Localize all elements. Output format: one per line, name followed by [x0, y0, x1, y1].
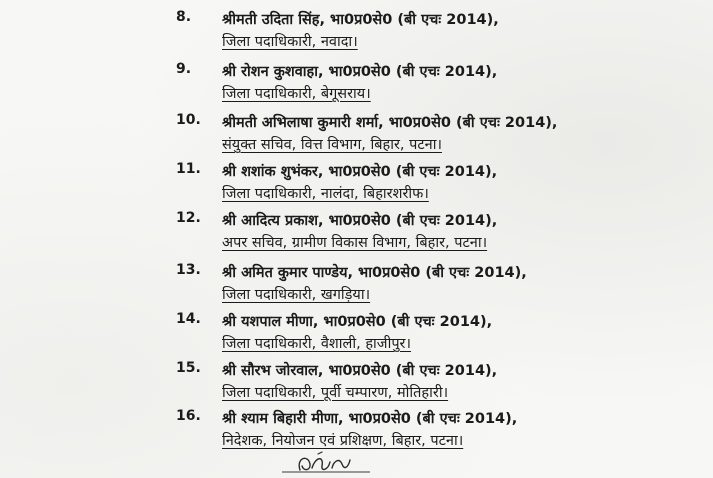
list-item	[0, 360, 713, 410]
officer-name: श्री यशपाल मीणा, भा0प्र0से0 (बी एचः 2014),	[222, 314, 493, 330]
officer-name: श्री सौरभ जोरवाल, भा0प्र0से0 (बी एचः 2014),	[222, 363, 498, 379]
officer-posting: अपर सचिव, ग्रामीण विकास विभाग, बिहार, पटना।	[222, 235, 488, 251]
officer-name: श्री आदित्य प्रकाश, भा0प्र0से0 (बी एचः 2014),	[222, 213, 498, 229]
list-item	[0, 210, 713, 260]
officer-name: श्रीमती उदिता सिंह, भा0प्र0से0 (बी एचः 2014),	[222, 12, 499, 28]
officer-name: श्री श्याम बिहारी मीणा, भा0प्र0से0 (बी एचः 2014),	[222, 411, 518, 427]
item-number: 9.	[176, 61, 192, 77]
officer-posting: जिला पदाधिकारी, वैशाली, हाजीपुर।	[222, 336, 411, 352]
item-number: 12.	[176, 210, 201, 226]
officer-posting: जिला पदाधिकारी, खगड़िया।	[222, 287, 371, 303]
officer-posting: जिला पदाधिकारी, नवादा।	[222, 34, 358, 50]
item-number: 15.	[176, 360, 201, 376]
officer-posting: जिला पदाधिकारी, पूर्वी चम्पारण, मोतिहारी।	[222, 385, 449, 401]
officer-posting: निदेशक, नियोजन एवं प्रशिक्षण, बिहार, पटना।	[222, 433, 464, 449]
item-number: 10.	[176, 112, 201, 128]
officer-name: श्री रोशन कुशवाहा, भा0प्र0से0 (बी एचः 2014),	[222, 64, 498, 80]
officer-name: श्रीमती अभिलाषा कुमारी शर्मा, भा0प्र0से0 (बी एचः 2014),	[222, 115, 558, 131]
officer-name: श्री अमित कुमार पाण्डेय, भा0प्र0से0 (बी एचः 2014),	[222, 265, 527, 281]
item-number: 14.	[176, 311, 201, 327]
item-number: 16.	[176, 408, 201, 424]
list-item	[0, 161, 713, 211]
officer-name: श्री शशांक शुभंकर, भा0प्र0से0 (बी एचः 2014),	[222, 164, 498, 180]
handwritten-signature	[278, 450, 374, 476]
officer-posting: जिला पदाधिकारी, बेगूसराय।	[222, 86, 371, 102]
list-item	[0, 112, 713, 162]
list-item	[0, 262, 713, 312]
item-number: 13.	[176, 262, 201, 278]
item-number: 11.	[176, 161, 201, 177]
list-item	[0, 311, 713, 361]
item-number: 8.	[176, 9, 192, 25]
list-item	[0, 9, 713, 59]
list-item	[0, 61, 713, 111]
officer-posting: संयुक्त सचिव, वित्त विभाग, बिहार, पटना।	[222, 137, 442, 153]
officer-posting: जिला पदाधिकारी, नालंदा, बिहारशरीफ।	[222, 186, 429, 202]
